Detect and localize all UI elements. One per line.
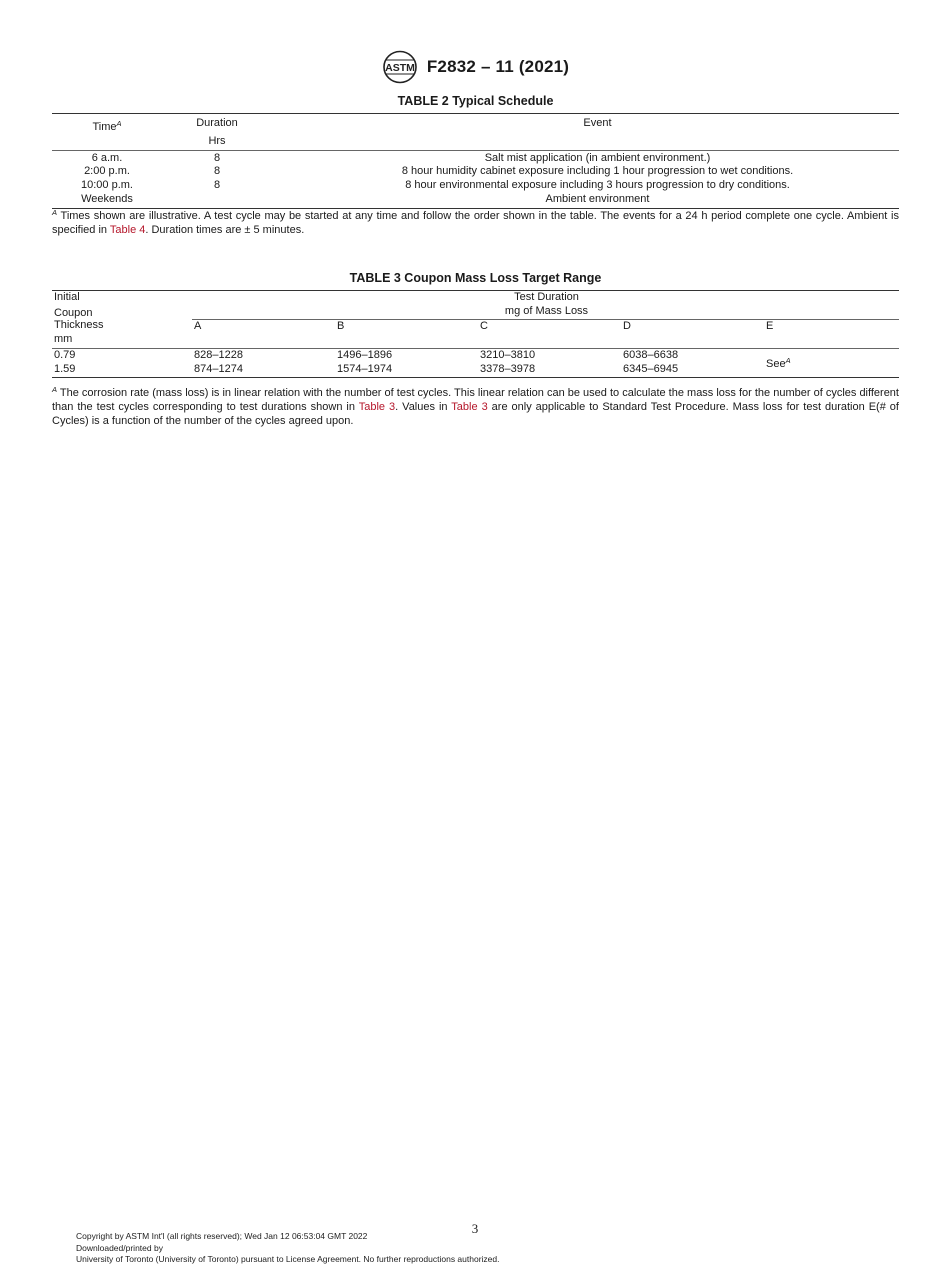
astm-logo (381, 50, 419, 84)
duration-header: Duration (196, 117, 238, 129)
column-header-d: D (623, 319, 631, 332)
table3-footnote: $^A$ The corrosion rate (mass loss) is in linear relation with the number of test cycles. This linear relation can be used to calculate the mass loss for the number of cycles different than the test cycles corresponding to test durations shown in Table 3. Values in Table 3 are only applicable to Standard Test Procedure. Mass loss for test duration E(# of Cycles) is a function of the number of the cycles agreed upon. (52, 385, 899, 427)
thickness-header-line: Thickness (54, 319, 104, 332)
table2-header-row (52, 114, 899, 135)
table2-footnote: $^A$ Times shown are illustrative. A test cycle may be started at any time and follow the order shown in the table. The events for a 24 h period complete one cycle. Ambient is specified in Table 4. Duration times are ± 5 minutes. (52, 208, 899, 236)
column-header-a: A (194, 319, 202, 332)
duration-cell: 8 (213, 151, 221, 164)
time-header: Time$^A$ (92, 119, 122, 133)
table3-link[interactable]: Table 3 (358, 401, 396, 413)
value-cell: 828–1228 (194, 349, 243, 362)
event-header: Event (583, 117, 612, 129)
e-value-cell: See$^A$ (766, 356, 791, 371)
copyright-notice: Copyright by ASTM Int'l (all rights reserved); Wed Jan 12 06:53:04 GMT 2022 Downloaded/printed by University of Toronto (University of Toronto) pursuant to License Agreement. No further reproductions authorized. (76, 1231, 500, 1264)
table3-header-row (52, 291, 899, 320)
time-cell: 10:00 p.m. (81, 179, 133, 192)
table3-header-row-3 (52, 333, 899, 348)
table2-typical-schedule (52, 113, 899, 209)
time-cell: 6 a.m. (91, 151, 123, 164)
column-header-e: E (766, 319, 774, 332)
duration-cell: 8 (213, 165, 221, 178)
event-cell: Ambient environment (545, 192, 650, 205)
value-cell: 1496–1896 (337, 349, 393, 362)
duration-unit-header: Hrs (162, 135, 272, 150)
table3-coupon-mass-loss (52, 290, 899, 378)
table3-title: TABLE 3 Coupon Mass Loss Target Range (349, 271, 602, 285)
value-cell: 1574–1974 (337, 362, 393, 375)
table4-link[interactable]: Table 4 (109, 224, 146, 236)
time-cell: Weekends (81, 192, 133, 205)
table-row (52, 150, 899, 165)
column-header-b: B (337, 319, 345, 332)
time-cell: 2:00 p.m. (84, 165, 130, 178)
thickness-header-line: Coupon (54, 307, 93, 319)
table2-title: TABLE 2 Typical Schedule (397, 94, 554, 108)
event-cell: 8 hour humidity cabinet exposure including 1 hour progression to wet conditions. (401, 165, 794, 178)
thickness-unit-header: mm (52, 333, 192, 348)
value-cell: 874–1274 (194, 362, 243, 375)
test-duration-header: Test Duration mg of Mass Loss (192, 291, 899, 320)
duration-cell: 8 (213, 179, 221, 192)
event-cell: Salt mist application (in ambient environment.) (484, 151, 711, 164)
standard-designation: F2832 – 11 (2021) (426, 57, 570, 76)
table2-header-row-2 (52, 135, 899, 150)
table-row (52, 179, 899, 193)
value-cell: 3210–3810 (480, 349, 536, 362)
thickness-header-line: Initial (54, 291, 80, 303)
event-cell: 8 hour environmental exposure including 3 hours progression to dry conditions. (405, 179, 790, 192)
table-row (52, 349, 899, 363)
value-cell: 3378–3978 (480, 362, 536, 375)
value-cell: 6038–6638 (623, 349, 679, 362)
document-header (0, 50, 950, 84)
thickness-cell: 1.59 (54, 362, 76, 375)
table3-header-row-2 (52, 319, 899, 333)
table-row (52, 165, 899, 179)
thickness-cell: 0.79 (54, 349, 76, 362)
table3-link[interactable]: Table 3 (451, 401, 488, 413)
logo-text: ASTM (384, 62, 415, 74)
column-header-c: C (480, 319, 488, 332)
page-number: 3 (471, 1221, 479, 1236)
value-cell: 6345–6945 (623, 362, 679, 375)
